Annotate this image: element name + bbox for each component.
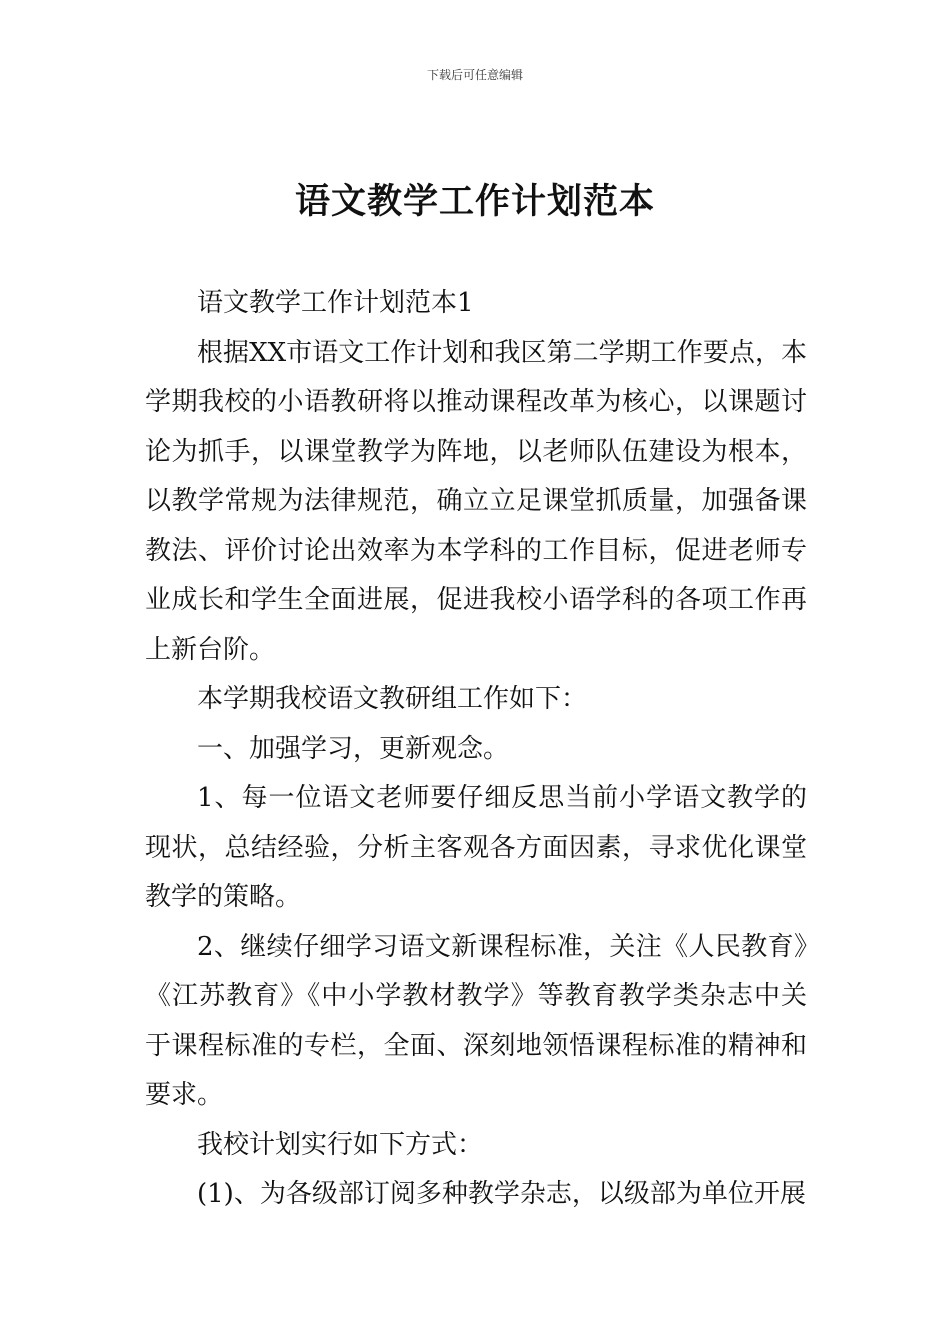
section-heading-1: 一、加强学习，更新观念。: [197, 733, 510, 764]
paragraph-method-lead: 我校计划实行如下方式：: [197, 1129, 484, 1160]
paragraph-item-1: 1、每一位语文老师要仔细反思当前小学语文教学的现状，总结经验，分析主客观各方面因素，寻求优化课堂教学的策略。: [145, 783, 807, 912]
paragraph-item-2: 2、继续仔细学习语文新课程标准，关注《人民教育》《江苏教育》《中小学教材教学》等教育教学类杂志中关于课程标准的专栏，全面、深刻地领悟课程标准的精神和要求。: [145, 931, 807, 1110]
document-body: [145, 279, 807, 1220]
document-title: 语文教学工作计划范本: [294, 182, 655, 222]
page-header-note: 下载后可任意编辑: [426, 68, 523, 82]
paragraph-subtitle: 语文教学工作计划范本1: [197, 288, 474, 318]
paragraph-method-1: (1)、为各级部订阅多种教学杂志，以级部为单位开展: [197, 1179, 806, 1209]
paragraph-intro: 根据XX市语文工作计划和我区第二学期工作要点，本学期我校的小语教研将以推动课程改革为核心，以课题讨论为抓手，以课堂教学为阵地，以老师队伍建设为根本，以教学常规为法律规范，确立立足课堂抓质量，加强备课教法、评价讨论出效率为本学科的工作目标，促进老师专业成长和学生全面进展，促进我校小语学科的各项工作再上新台阶。: [145, 337, 807, 665]
paragraph-work-lead: 本学期我校语文教研组工作如下：: [197, 684, 588, 714]
